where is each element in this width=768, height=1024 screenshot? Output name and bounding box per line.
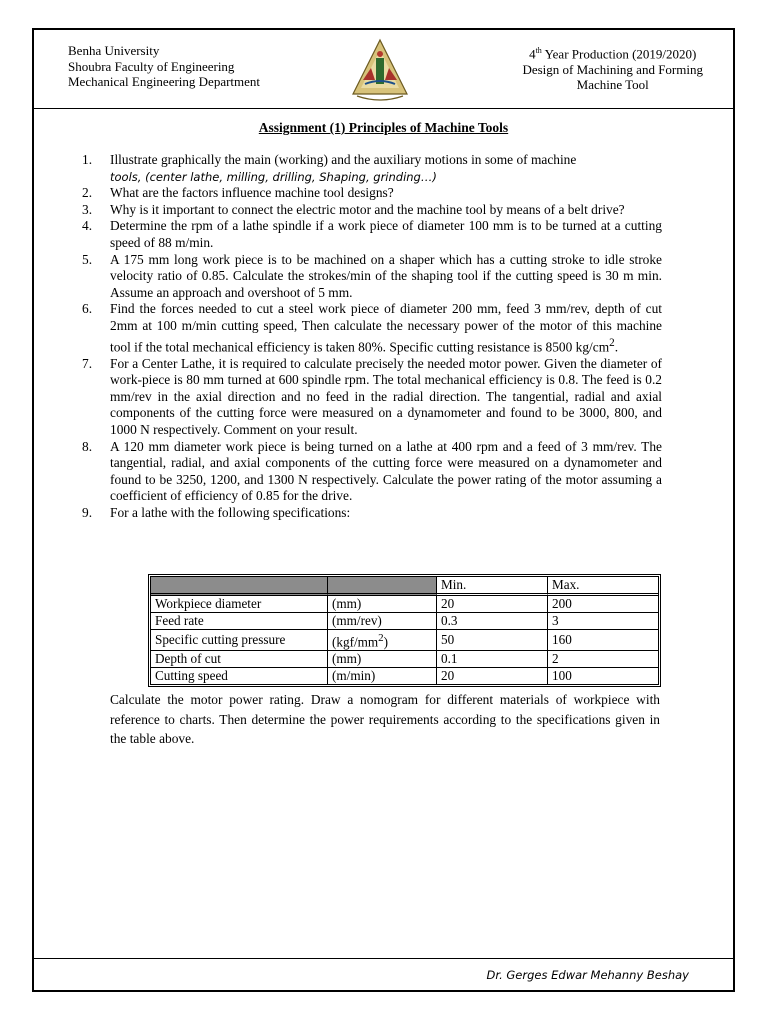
question-item: 5. A 175 mm long work piece is to be machined on a shaper which has a cutting stroke to idle stroke velocity ratio of 0.85. Calculate the strokes/min of the shaping tool if the cutting speed is 30 m min. Assume an approach and overshoot of 5 mm. <box>82 251 662 300</box>
question-item: 3. Why is it important to connect the electric motor and the machine tool by means of a belt drive? <box>82 201 625 217</box>
question-text: Determine the rpm of a lathe spindle if a work piece of diameter 100 mm is to be turned at a cutting speed of 88 m/min. <box>110 218 662 250</box>
course-subtitle: Machine Tool <box>576 77 649 93</box>
university-logo-icon <box>349 38 411 104</box>
assignment-title: Assignment (1) Principles of Machine Tools <box>258 120 509 135</box>
course-title: Design of Machining and Forming <box>522 61 703 77</box>
question-text: What are the factors influence machine tool designs? <box>110 185 394 201</box>
question-list <box>82 152 662 522</box>
table-row: Cutting speed (m/min) 20 100 <box>151 668 658 684</box>
table-header-row <box>151 577 658 596</box>
course-year: 4th Year Production (2019/2020) <box>529 46 697 62</box>
question-item: 1. Illustrate graphically the main (working) and the auxiliary motions in some of machine tools, (center lathe, milling, drilling, Shaping, grinding…) <box>82 152 577 184</box>
table-row: Depth of cut (mm) 0.1 2 <box>151 651 658 668</box>
table-row: Specific cutting pressure $(kgf/mm^2)$ 50 160 <box>151 630 658 651</box>
header-max: Max. <box>548 577 658 596</box>
question-item: 7. For a Center Lathe, it is required to calculate precisely the needed motor power. Given the diameter of work-piece is 80 mm turned at 600 spindle rpm. The total mechanical efficiency is 0.8. The feed is 0.2 mm/rev in the axial direction and no feed in the radial direction. The tangential, radial and axial components of the cutting force were measured on a dynamometer and found to be 3000, 800, and 1000 N respectively. Comment on your result. <box>82 355 662 437</box>
table-row: Workpiece diameter (mm) 20 200 <box>151 596 658 613</box>
question-item: 4. Determine the rpm of a lathe spindle if a work piece of diameter 100 mm is to be turned at a cutting speed of 88 m/min. <box>82 218 662 250</box>
question-handwritten-text: tools, (center lathe, milling, drilling, Shaping, grinding…) <box>110 169 437 184</box>
closing-instructions: Calculate the motor power rating. Draw a nomogram for different materials of workpiece with reference to charts. Then determine the power requirements according to the specifications given in the table above. <box>110 692 660 747</box>
footer-divider <box>34 958 733 959</box>
course-info <box>522 43 703 93</box>
question-item: 8. A 120 mm diameter work piece is being turned on a lathe at 400 rpm and a feed of 3 mm/rev. The tangential, radial, and axial components of the cutting force were measured on a dynamometer and found to be 3250, 1200, and 1300 N respectively. Calculate the power rating of the motor assuming a coefficient of efficiency of 0.85 for the drive. <box>82 438 662 504</box>
question-text: A 175 mm long work piece is to be machined on a shaper which has a cutting stroke to idle stroke velocity ratio of 0.85. Calculate the strokes/min of the shaping tool if the cutting speed is 30 m min. Assume an approach and overshoot of 5 mm. <box>110 251 662 300</box>
question-item: 6. Find the forces needed to cut a steel work piece of diameter 200 mm, feed 3 mm/rev, depth of cut 2mm at 100 m/min cutting speed, Then calculate the necessary power of the motor of this machine tool if the total mechanical efficiency is taken 80%. Specific cutting resistance is 8500 $kg/cm^2$. <box>82 301 662 354</box>
document-header <box>34 30 733 109</box>
table-row: Feed rate (mm/rev) 0.3 3 <box>151 613 658 630</box>
page-frame <box>32 28 735 992</box>
header-blank-cell <box>328 577 437 596</box>
question-text: For a lathe with the following specifications: <box>110 504 351 520</box>
lathe-spec-table <box>148 574 661 687</box>
question-text: A 120 mm diameter work piece is being turned on a lathe at 400 rpm and a feed of 3 mm/rev. The tangential, radial, and axial components of the cutting force were measured on a dynamometer and found to be 3250, 1200, and 1300 N respectively. Calculate the power rating of the motor assuming a coefficient of efficiency of 0.85 for the drive. <box>110 438 662 504</box>
question-text: Find the forces needed to cut a steel work piece of diameter 200 mm, feed 3 mm/rev, depth of cut 2mm at 100 m/min cutting speed, Then calculate the necessary power of the motor of this machine tool if the total mechanical efficiency is taken 80%. Specific cutting resistance is 8500 kg/cm <box>110 301 662 354</box>
faculty-name: Shoubra Faculty of Engineering <box>68 58 235 74</box>
question-item: 9. For a lathe with the following specifications: <box>82 504 351 520</box>
question-text: For a Center Lathe, it is required to calculate precisely the needed motor power. Given the diameter of work-piece is 80 mm turned at 600 spindle rpm. The total mechanical efficiency is 0.8. The feed is 0.2 mm/rev in the axial direction and no feed in the radial direction. The tangential, radial and axial components of the cutting force were measured on a dynamometer and found to be 3000, 800, and 1000 N respectively. Comment on your result. <box>110 355 662 437</box>
author-footer: Dr. Gerges Edwar Mehanny Beshay <box>486 968 689 982</box>
unit-cell: $(kgf/mm^2)$ <box>328 630 437 651</box>
header-blank-cell <box>151 577 328 596</box>
question-item: 2. What are the factors influence machine tool designs? <box>82 185 394 201</box>
university-name: Benha University <box>68 43 160 58</box>
university-info <box>68 43 260 90</box>
question-text: Why is it important to connect the electric motor and the machine tool by means of a belt drive? <box>110 201 625 217</box>
question-text: Illustrate graphically the main (working) and the auxiliary motions in some of machine <box>110 152 577 167</box>
header-min: Min. <box>437 577 548 596</box>
department-name: Mechanical Engineering Department <box>68 74 261 89</box>
